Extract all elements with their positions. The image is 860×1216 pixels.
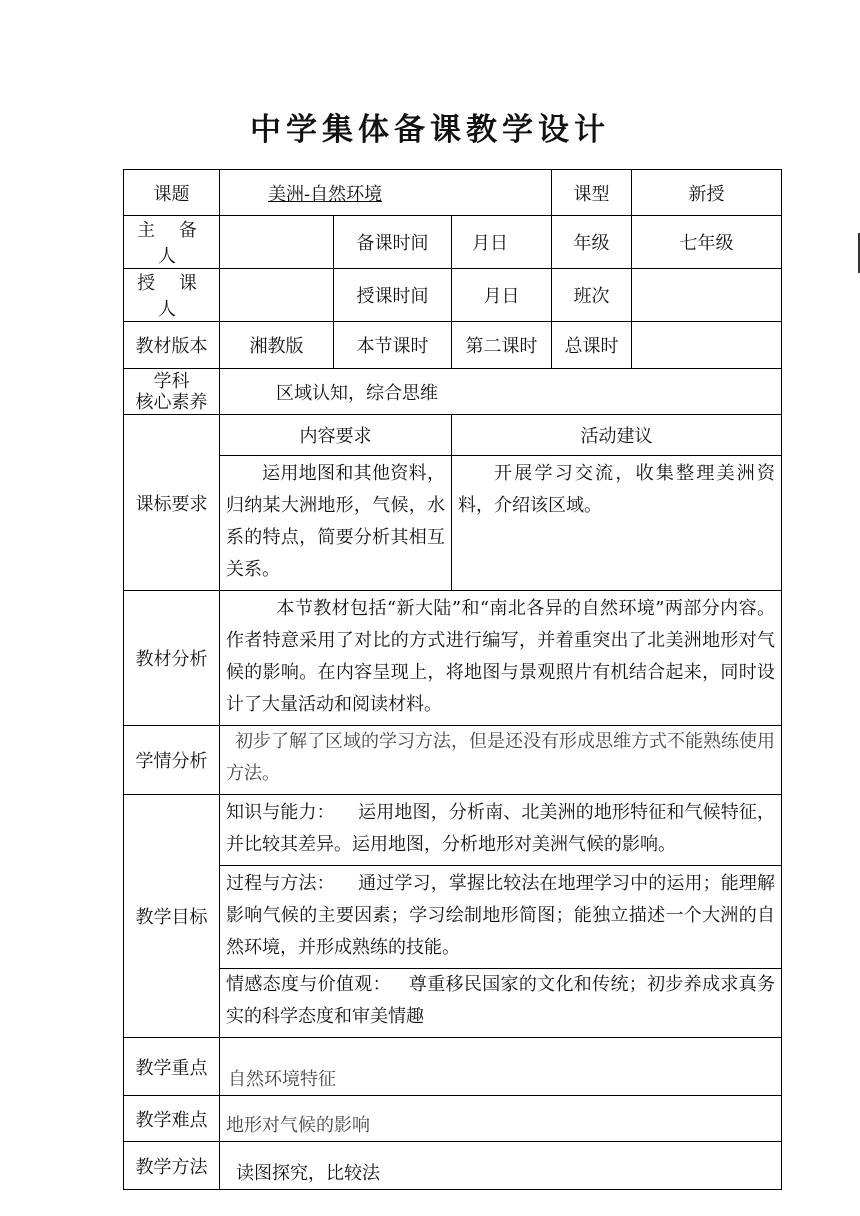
- objectives-label: 教学目标: [124, 795, 220, 1038]
- material-analysis-label: 教材分析: [124, 591, 220, 726]
- objective-process-label: 过程与方法：: [226, 873, 335, 894]
- teach-time-label: 授课时间: [334, 269, 452, 322]
- row-edition: [124, 322, 782, 369]
- topic-label: 课题: [124, 170, 220, 216]
- grade-value: 七年级: [632, 216, 782, 269]
- row-difficulty: [124, 1096, 782, 1142]
- method-label: 教学方法: [124, 1142, 220, 1190]
- difficulty-text: 地形对气候的影响: [220, 1096, 782, 1142]
- row-topic: [124, 170, 782, 216]
- row-method: [124, 1142, 782, 1190]
- total-label: 总课时: [552, 322, 632, 369]
- lesson-plan-table: [123, 169, 782, 1190]
- difficulty-label: 教学难点: [124, 1096, 220, 1142]
- prep-time-value: 月日: [452, 216, 552, 269]
- total-value: [632, 322, 782, 369]
- preparer-label: 主 备 人: [124, 216, 220, 269]
- period-label: 本节课时: [334, 322, 452, 369]
- topic-value-cell: [220, 170, 552, 216]
- row-standards-body: [124, 456, 782, 591]
- document-title: 中学集体备课教学设计: [250, 112, 610, 148]
- content-requirement-header: 内容要求: [220, 415, 452, 456]
- material-analysis-text: 本节教材包括“新大陆”和“南北各异的自然环境”两部分内容。作者特意采用了对比的方式进行编写，并着重突出了北美洲地形对气候的影响。在内容呈现上，将地图与景观照片有机结合起来，同时设计了大量活动和阅读材料。: [220, 591, 782, 726]
- row-standards-header: [124, 415, 782, 456]
- edition-value: 湘教版: [220, 322, 334, 369]
- objective-knowledge-cell: [220, 795, 782, 866]
- row-material-analysis: [124, 591, 782, 726]
- activity-suggestion-header: 活动建议: [452, 415, 782, 456]
- row-preparer: [124, 216, 782, 269]
- activity-suggestion-text: 开展学习交流，收集整理美洲资料，介绍该区域。: [452, 456, 782, 591]
- objective-emotion-text: 尊重移民国家的文化和传统；初步养成求真务实的科学态度和审美情趣: [226, 974, 776, 1027]
- objective-knowledge-text: 运用地图，分析南、北美洲的地形特征和气候特征，并比较其差异。运用地图，分析地形对美洲气候的影响。: [226, 802, 776, 855]
- class-value: [632, 269, 782, 322]
- teacher-value: [220, 269, 334, 322]
- teacher-label: 授 课 人: [124, 269, 220, 322]
- objective-knowledge-label: 知识与能力：: [226, 802, 335, 823]
- objective-process-text: 通过学习，掌握比较法在地理学习中的运用；能理解影响气候的主要因素；学习绘制地形简图；能独立描述一个大洲的自然环境，并形成熟练的技能。: [226, 873, 776, 958]
- row-objective-process: [124, 866, 782, 969]
- core-literacy-label-line1: 学科: [153, 370, 190, 392]
- key-point-label: 教学重点: [124, 1038, 220, 1096]
- teach-time-value: 月日: [452, 269, 552, 322]
- row-teacher: [124, 269, 782, 322]
- prep-time-label: 备课时间: [334, 216, 452, 269]
- key-point-text: 自然环境特征: [220, 1038, 782, 1096]
- type-label: 课型: [552, 170, 632, 216]
- learner-analysis-label: 学情分析: [124, 726, 220, 795]
- class-label: 班次: [552, 269, 632, 322]
- period-value: 第二课时: [452, 322, 552, 369]
- topic-value: 美洲-自然环境: [268, 183, 383, 205]
- objective-emotion-label: 情感态度与价值观：: [226, 974, 391, 995]
- objective-emotion-cell: [220, 969, 782, 1038]
- grade-label: 年级: [552, 216, 632, 269]
- learner-analysis-text: 初步了解了区域的学习方法，但是还没有形成思维方式不能熟练使用方法。: [220, 726, 782, 795]
- content-requirement-text: 运用地图和其他资料，归纳某大洲地形，气候，水系的特点，简要分析其相互关系。: [220, 456, 452, 591]
- type-value: 新授: [632, 170, 782, 216]
- row-objective-knowledge: [124, 795, 782, 866]
- standards-label: 课标要求: [124, 415, 220, 591]
- edition-label: 教材版本: [124, 322, 220, 369]
- row-learner-analysis: [124, 726, 782, 795]
- row-core-literacy: [124, 369, 782, 415]
- row-objective-emotion: [124, 969, 782, 1038]
- method-text: 读图探究，比较法: [220, 1142, 782, 1190]
- preparer-value: [220, 216, 334, 269]
- objective-process-cell: [220, 866, 782, 969]
- core-literacy-label-line2: 核心素养: [135, 391, 208, 413]
- core-literacy-value: 区域认知，综合思维: [220, 369, 782, 415]
- core-literacy-label: [124, 369, 220, 415]
- row-key-point: [124, 1038, 782, 1096]
